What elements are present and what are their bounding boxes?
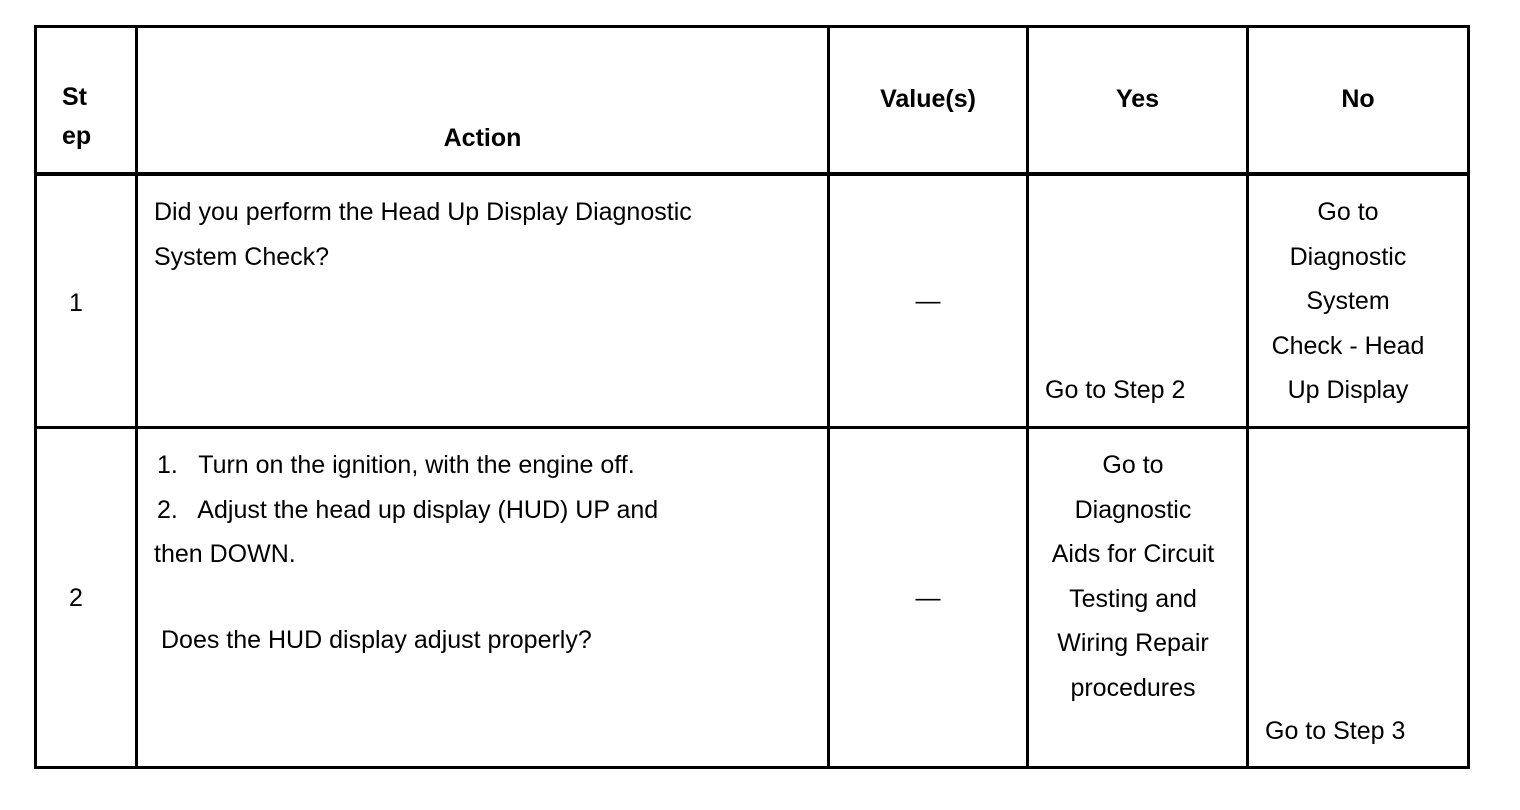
- header-step: [62, 78, 91, 156]
- table-border-right: [1467, 25, 1470, 769]
- row1-no-line-2: Diagnostic: [1289, 242, 1407, 271]
- row1-yes: Go to Step 2: [1045, 376, 1186, 404]
- row1-action: [154, 190, 692, 279]
- row1-value: —: [915, 287, 941, 315]
- row1-action-line-2: System Check?: [154, 242, 330, 271]
- row2-yes-line-6: procedures: [1070, 673, 1196, 702]
- col-divider-action: [827, 25, 830, 769]
- row1-step: 1: [69, 289, 83, 317]
- header-yes: Yes: [1115, 85, 1160, 113]
- row2-value: —: [915, 584, 941, 612]
- row-divider: [34, 426, 1470, 429]
- row1-action-line-1: Did you perform the Head Up Display Diagnostic: [154, 198, 692, 226]
- row2-yes-line-2: Diagnostic: [1074, 495, 1192, 524]
- header-values: Value(s): [880, 85, 976, 113]
- row2-step: 2: [69, 584, 83, 612]
- row2-yes-line-1: Go to: [1102, 451, 1164, 479]
- row2-yes: [1029, 443, 1237, 710]
- table-border-top: [34, 25, 1470, 28]
- row2-action-step-1: 1. Turn on the ignition, with the engine off.: [157, 451, 635, 479]
- row2-no: Go to Step 3: [1265, 717, 1406, 745]
- header-action: Action: [443, 124, 522, 152]
- row2-question: Does the HUD display adjust properly?: [161, 626, 592, 654]
- row2-yes-line-4: Testing and: [1069, 584, 1197, 613]
- row1-no-line-4: Check - Head: [1271, 331, 1425, 360]
- row2-action-continuation: then DOWN.: [154, 540, 296, 568]
- row2-action: [154, 443, 658, 577]
- row1-no-line-3: System: [1306, 287, 1390, 315]
- row1-no: [1249, 190, 1447, 413]
- header-no: No: [1341, 85, 1375, 113]
- row1-no-line-5: Up Display: [1287, 376, 1409, 404]
- row2-yes-line-5: Wiring Repair: [1057, 629, 1209, 657]
- header-step-line-2: ep: [62, 122, 92, 150]
- table-border-left: [34, 25, 37, 769]
- diagnostic-table: [34, 25, 1470, 769]
- table-border-bottom: [34, 766, 1470, 769]
- row2-action-step-2: 2. Adjust the head up display (HUD) UP and: [157, 495, 659, 524]
- header-step-line-1: St: [62, 83, 87, 111]
- header-divider: [34, 172, 1470, 176]
- row2-yes-line-3: Aids for Circuit: [1051, 540, 1215, 568]
- row1-no-line-1: Go to: [1317, 198, 1379, 226]
